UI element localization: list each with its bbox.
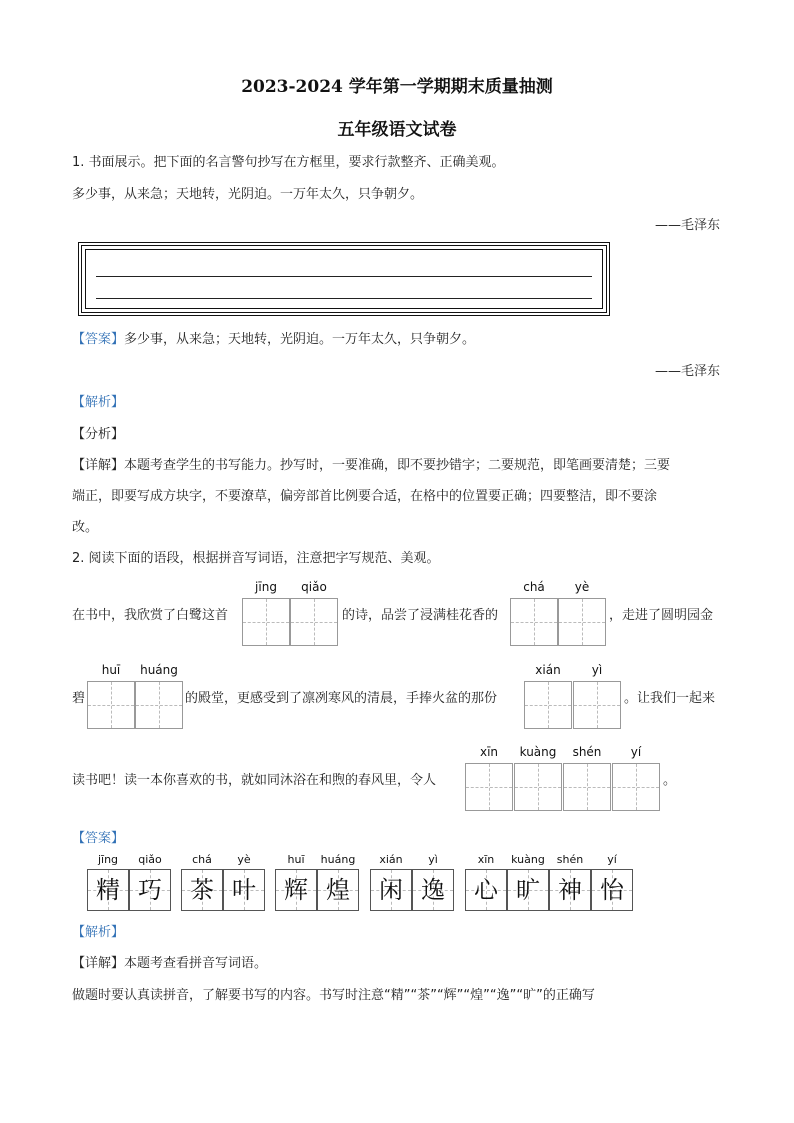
answer-char-cell: 心 bbox=[465, 869, 507, 911]
q1-answer-label: 【答案】 bbox=[72, 332, 125, 347]
pinyin-shen: shén bbox=[572, 745, 602, 759]
answer-char-cell: 逸 bbox=[412, 869, 454, 911]
ans-pinyin-yi: yì bbox=[428, 853, 438, 866]
q1-detail-label: 【详解】 bbox=[72, 458, 125, 473]
page-title: 2023-2024 学年第一学期期末质量抽测 bbox=[241, 77, 553, 97]
ans-pinyin-xin: xīn bbox=[477, 853, 495, 866]
pinyin-jing: jīng bbox=[255, 580, 277, 594]
blank-cell-qiao[interactable] bbox=[290, 598, 338, 646]
blank-cell-yi2[interactable] bbox=[612, 763, 660, 811]
q1-answer-author: ——毛泽东 bbox=[654, 364, 720, 379]
ans-pinyin-ye: yè bbox=[237, 853, 251, 866]
pinyin-cha: chá bbox=[523, 580, 545, 594]
pinyin-xian: xián bbox=[535, 663, 561, 677]
blank-cell-huang[interactable] bbox=[135, 681, 183, 729]
blank-cell-xian[interactable] bbox=[524, 681, 572, 729]
ans-pinyin-yi2: yí bbox=[607, 853, 617, 866]
q2-text3a: 读书吧！读一本你喜欢的书，就如同沐浴在和煦的春风里，令人 bbox=[72, 773, 437, 788]
answer-char-cell: 煌 bbox=[317, 869, 359, 911]
q2-detail-line2: 做题时要认真读拼音，了解要书写的内容。书写时注意“精”“茶”“辉”“煌”“逸”“旷”的正确写 bbox=[72, 988, 595, 1003]
q1-answer-text: 多少事，从来急；天地转，光阴迫。一万年太久，只争朝夕。 bbox=[124, 332, 476, 347]
q2-detail-label: 【详解】 bbox=[72, 956, 125, 971]
answer-char-cell: 叶 bbox=[223, 869, 265, 911]
pinyin-xin: xīn bbox=[479, 745, 499, 759]
q1-detail-line3: 改。 bbox=[72, 520, 99, 535]
q2-text1a: 在书中，我欣赏了白鹭这首 bbox=[72, 608, 229, 623]
blank-cell-kuang[interactable] bbox=[514, 763, 562, 811]
blank-cell-yi[interactable] bbox=[573, 681, 621, 729]
ans-pinyin-hui: huī bbox=[287, 853, 305, 866]
q2-text2a: 碧 bbox=[72, 691, 86, 706]
q2-text2c: 。让我们一起来 bbox=[624, 691, 716, 706]
answer-char-cell: 辉 bbox=[275, 869, 317, 911]
writing-box-inner bbox=[85, 249, 603, 309]
answer-char-cell: 怡 bbox=[591, 869, 633, 911]
ans-pinyin-shen: shén bbox=[556, 853, 584, 866]
pinyin-huang: huáng bbox=[140, 663, 178, 677]
ans-pinyin-huang: huáng bbox=[320, 853, 356, 866]
ans-pinyin-cha: chá bbox=[192, 853, 212, 866]
answer-char-cell: 精 bbox=[87, 869, 129, 911]
q1-detail-line1 bbox=[72, 454, 670, 473]
answer-char-cell: 闲 bbox=[370, 869, 412, 911]
answer-char-cell: 旷 bbox=[507, 869, 549, 911]
q1-detail-line2: 端正，即要写成方块字，不要潦草，偏旁部首比例要合适，在格中的位置要正确；四要整洁，即不要涂 bbox=[72, 489, 658, 504]
q2-detail-line1 bbox=[72, 952, 267, 971]
pinyin-yi: yì bbox=[591, 663, 603, 677]
q1-author: ——毛泽东 bbox=[654, 218, 720, 233]
writing-line-2 bbox=[96, 298, 592, 299]
q2-analysis-label: 【解析】 bbox=[72, 925, 125, 940]
answer-char-cell: 茶 bbox=[181, 869, 223, 911]
blank-cell-hui[interactable] bbox=[87, 681, 135, 729]
ans-pinyin-jing: jīng bbox=[97, 853, 119, 866]
blank-cell-xin[interactable] bbox=[465, 763, 513, 811]
writing-line-1 bbox=[96, 276, 592, 277]
q2-detail-text: 本题考查看拼音写词语。 bbox=[124, 956, 268, 971]
q1-quote: 多少事，从来急；天地转，光阴迫。一万年太久，只争朝夕。 bbox=[72, 187, 424, 202]
ans-pinyin-xian: xián bbox=[379, 853, 403, 866]
blank-cell-cha[interactable] bbox=[510, 598, 558, 646]
q2-text3b: 。 bbox=[663, 773, 677, 788]
blank-cell-ye[interactable] bbox=[558, 598, 606, 646]
pinyin-kuang: kuàng bbox=[519, 745, 557, 759]
pinyin-yi2: yí bbox=[630, 745, 642, 759]
q2-text1c: ，走进了圆明园金 bbox=[609, 608, 714, 623]
page-subtitle: 五年级语文试卷 bbox=[337, 120, 457, 140]
ans-pinyin-kuang: kuàng bbox=[511, 853, 545, 866]
q1-prompt: 1. 书面展示。把下面的名言警句抄写在方框里，要求行款整齐、正确美观。 bbox=[72, 155, 505, 170]
q1-analysis-label: 【解析】 bbox=[72, 395, 125, 410]
q1-fenxi-label: 【分析】 bbox=[72, 427, 125, 442]
q2-prompt: 2. 阅读下面的语段，根据拼音写词语，注意把字写规范、美观。 bbox=[72, 551, 440, 566]
answer-char-cell: 巧 bbox=[129, 869, 171, 911]
blank-cell-jing[interactable] bbox=[242, 598, 290, 646]
q1-detail-text1: 本题考查学生的书写能力。抄写时，一要准确，即不要抄错字；二要规范，即笔画要清楚；三要 bbox=[124, 458, 671, 473]
pinyin-hui: huī bbox=[101, 663, 121, 677]
answer-char-cell: 神 bbox=[549, 869, 591, 911]
q1-answer bbox=[72, 328, 475, 347]
ans-pinyin-qiao: qiǎo bbox=[138, 853, 162, 866]
pinyin-ye: yè bbox=[574, 580, 590, 594]
q2-answer-label: 【答案】 bbox=[72, 831, 125, 846]
q2-text2b: 的殿堂，更感受到了凛冽寒风的清晨，手捧火盆的那份 bbox=[185, 691, 498, 706]
blank-cell-shen[interactable] bbox=[563, 763, 611, 811]
q2-text1b: 的诗，品尝了浸满桂花香的 bbox=[342, 608, 499, 623]
writing-box[interactable] bbox=[78, 242, 610, 316]
pinyin-qiao: qiǎo bbox=[301, 580, 327, 594]
